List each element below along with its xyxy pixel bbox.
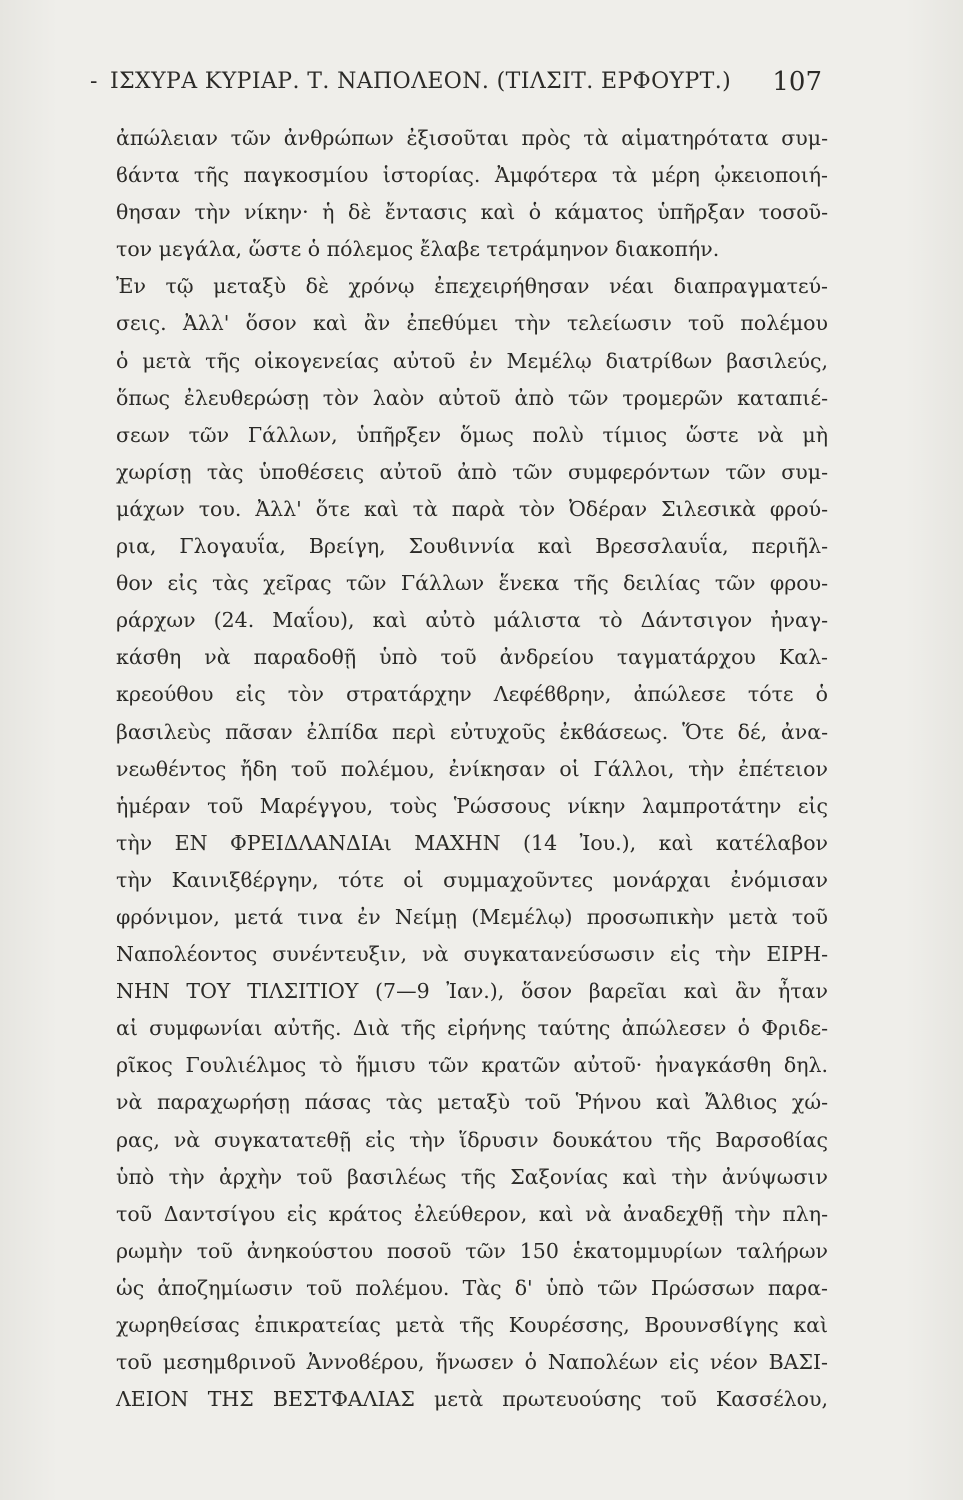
text-line: ὅπως ἐλευθερώσῃ τὸν λαὸν αὐτοῦ ἀπὸ τῶν τρομερῶν καταπιέ-	[116, 385, 828, 410]
text-line: βασιλεὺς πᾶσαν ἐλπίδα περὶ εὐτυχοῦς ἐκϐάσεως. Ὅτε δέ, ἀνα-	[116, 719, 828, 744]
text-line: φρόνιμον, μετά τινα ἐν Νείμῃ (Μεμέλῳ) προσωπικὴν μετὰ τοῦ	[116, 904, 828, 929]
text-line: ϐάντα τῆς παγκοσμίου ἱστορίας. Ἀμφότερα τὰ μέρη ᾠκειοποιή-	[116, 163, 828, 188]
text-line: νὰ παραχωρήσῃ πάσας τὰς μεταξὺ τοῦ Ῥήνου καὶ Ἄλϐιος χώ-	[116, 1090, 828, 1115]
text-line: ἡμέραν τοῦ Μαρέγγου, τοὺς Ῥώσσους νίκην λαμπροτάτην εἰς	[116, 793, 828, 818]
text-line: Ἐν τῷ μεταξὺ δὲ χρόνῳ ἐπεχειρήθησαν νέαι διαπραγματεύ-	[116, 274, 828, 299]
text-line: νεωθέντος ἤδη τοῦ πολέμου, ἐνίκησαν οἱ Γάλλοι, τὴν ἐπέτειον	[116, 756, 828, 781]
text-line: ρια, Γλογαυΐα, Βρείγη, Σουϐιννία καὶ Βρεσσλαυΐα, περιῆλ-	[116, 534, 828, 559]
text-line: τοῦ Δαντσίγου εἰς κράτος ἐλεύθερον, καὶ νὰ ἀναδεχθῇ τὴν πλη-	[116, 1201, 828, 1226]
text-line: τὴν Καινιξϐέργην, τότε οἱ συμμαχοῦντες μονάρχαι ἐνόμισαν	[116, 867, 828, 892]
text-line: θησαν τὴν νίκην· ἡ δὲ ἔντασις καὶ ὁ κάματος ὑπῆρξαν τοσοῦ-	[116, 200, 828, 225]
text-line: σεων τῶν Γάλλων, ὑπῆρξεν ὅμως πολὺ τίμιος ὥστε νὰ μὴ	[116, 422, 828, 447]
text-line: μάχων του. Ἀλλ' ὅτε καὶ τὰ παρὰ τὸν Ὀδέραν Σιλεσικὰ φρού-	[116, 496, 828, 521]
header-title: ΙΣΧΥΡΑ ΚΥΡΙΑΡ. Τ. ΝΑΠΟΛΕΟΝ. (ΤΙΛΣΙΤ. ΕΡΦΟΥΡΤ.)	[110, 69, 732, 94]
text-line: Ναπολέοντος συνέντευξιν, νὰ συγκατανεύσωσιν εἰς τὴν ΕΙΡΗ-	[116, 942, 828, 967]
text-line: ὑπὸ τὴν ἀρχὴν τοῦ βασιλέως τῆς Σαξονίας καὶ τὴν ἀνύψωσιν	[116, 1164, 828, 1189]
text-line: αἱ συμφωνίαι αὐτῆς. Διὰ τῆς εἰρήνης ταύτης ἀπώλεσεν ὁ Φριδε-	[116, 1016, 828, 1041]
text-line: κρεούθου εἰς τὸν στρατάρχην Λεφέϐϐρην, ἀπώλεσε τότε ὁ	[116, 682, 828, 707]
text-line: χωρηθείσας ἐπικρατείας μετὰ τῆς Κουρέσσης, Βρουνσϐίγης καὶ	[116, 1313, 828, 1337]
text-line: ΛΕΙΟΝ ΤΗΣ ΒΕΣΤΦΑΛΙΑΣ μετὰ πρωτευούσης τοῦ Κασσέλου,	[116, 1387, 828, 1412]
text-line: τοῦ μεσημϐρινοῦ Ἀννοϐέρου, ἥνωσεν ὁ Ναπολέων εἰς νέον ΒΑΣΙ-	[116, 1350, 828, 1375]
running-header	[90, 62, 822, 102]
text-line: ΝΗΝ ΤΟΥ ΤΙΛΣΙΤΙΟΥ (7—9 Ἰαν.), ὅσον βαρεῖαι καὶ ἂν ἦταν	[116, 979, 828, 1004]
text-line: τὴν ΕΝ ΦΡΕΙΔΛΑΝΔΙΑι ΜΑΧΗΝ (14 Ἰου.), καὶ κατέλαβον	[116, 830, 828, 855]
text-line: κάσθη νὰ παραδοθῇ ὑπὸ τοῦ ἀνδρείου ταγματάρχου Καλ-	[116, 645, 828, 670]
text-line: χωρίσῃ τὰς ὑποθέσεις αὐτοῦ ἀπὸ τῶν συμφερόντων τῶν συμ-	[116, 459, 828, 484]
page-number: 107	[772, 67, 822, 97]
text-line: ὁ μετὰ τῆς οἰκογενείας αὐτοῦ ἐν Μεμέλῳ διατρίϐων βασιλεύς,	[116, 348, 828, 373]
text-line: ρας, νὰ συγκατατεθῇ εἰς τὴν ἵδρυσιν δουκάτου τῆς Βαρσοϐίας	[116, 1127, 828, 1152]
text-line: ἀπώλειαν τῶν ἀνθρώπων ἐξισοῦται πρὸς τὰ αἱματηρότατα συμ-	[116, 126, 828, 150]
header-dash: -	[90, 69, 98, 94]
text-line: ὡς ἀποζημίωσιν τοῦ πολέμου. Τὰς δ' ὑπὸ τῶν Πρώσσων παρα-	[116, 1275, 828, 1300]
text-line: τον μεγάλα, ὥστε ὁ πόλεμος ἔλαβε τετράμηνον διακοπήν.	[116, 237, 720, 262]
text-line: ράρχων (24. Μαΐου), καὶ αὐτὸ μάλιστα τὸ Δάντσιγον ἠναγ-	[116, 608, 828, 633]
text-line: ρῖκος Γουλιέλμος τὸ ἥμισυ τῶν κρατῶν αὐτοῦ· ἠναγκάσθη δηλ.	[116, 1053, 828, 1078]
text-line: θον εἰς τὰς χεῖρας τῶν Γάλλων ἕνεκα τῆς δειλίας τῶν φρου-	[116, 571, 828, 596]
text-line: σεις. Ἀλλ' ὅσον καὶ ἂν ἐπεθύμει τὴν τελείωσιν τοῦ πολέμου	[116, 311, 828, 336]
body-text	[116, 120, 828, 1418]
text-line: ρωμὴν τοῦ ἀνηκούστου ποσοῦ τῶν 150 ἑκατομμυρίων ταλήρων	[116, 1238, 828, 1263]
